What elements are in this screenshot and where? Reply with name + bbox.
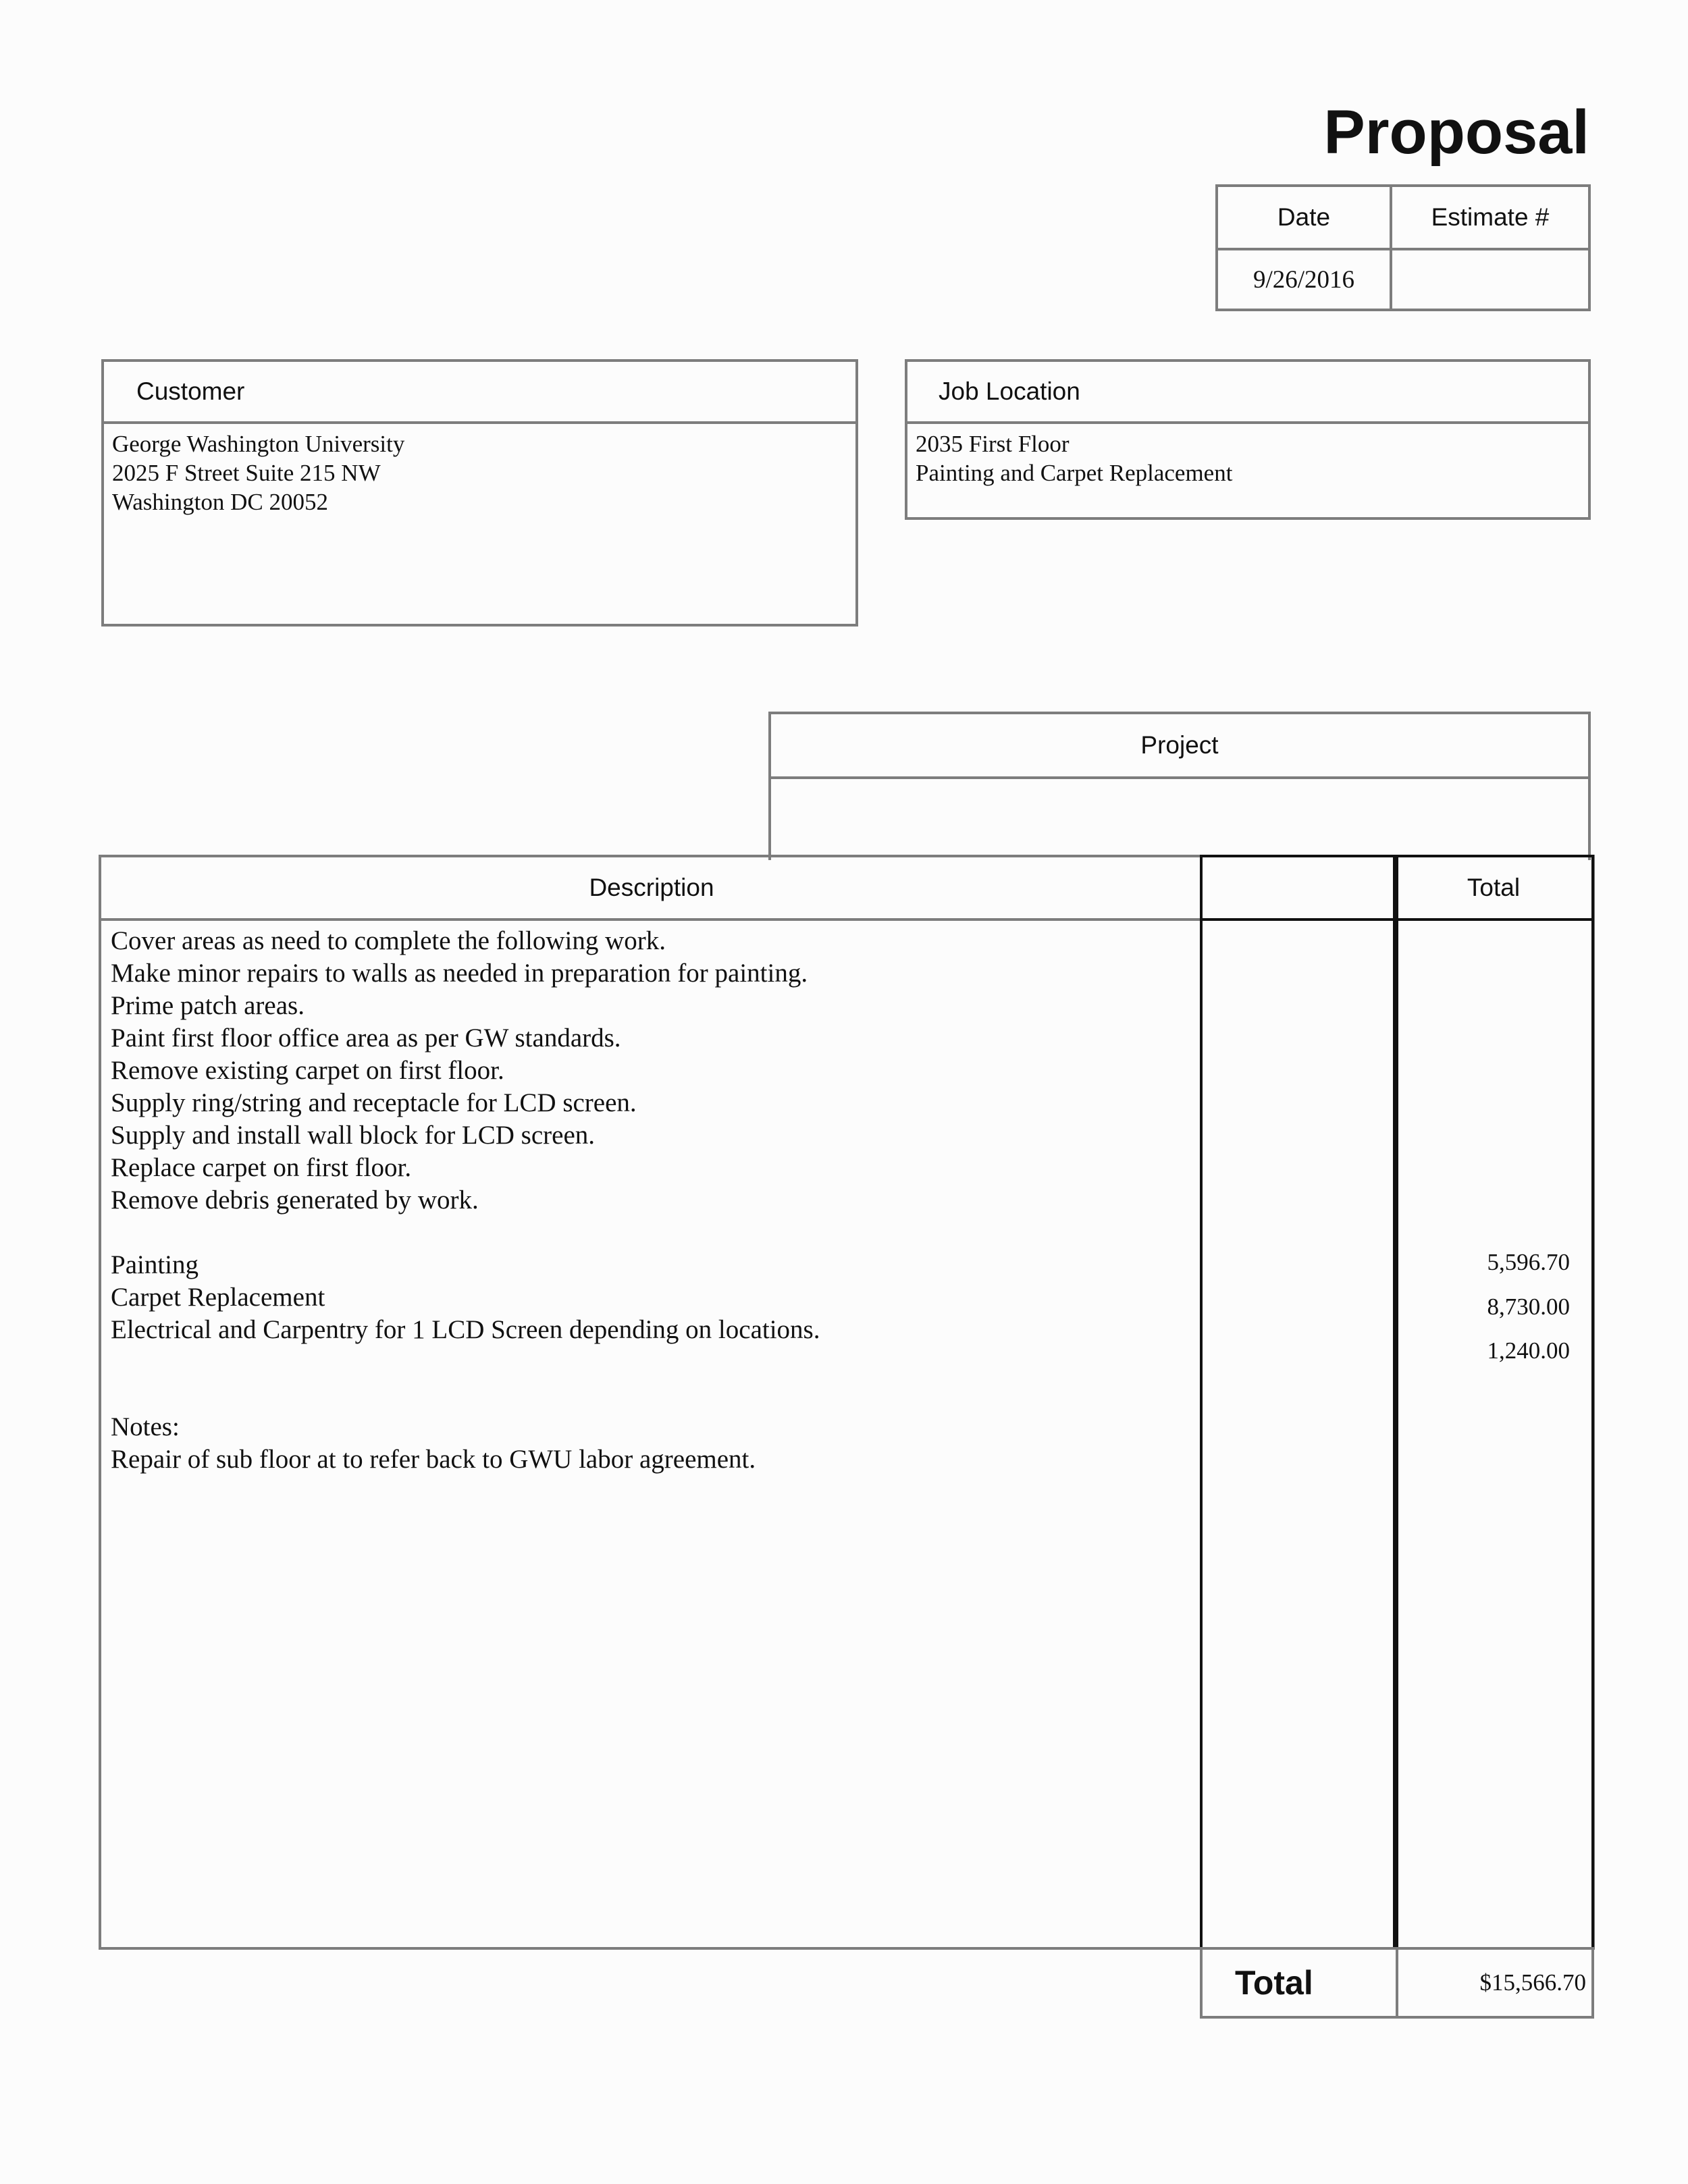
scope-line: Remove debris generated by work. — [111, 1186, 479, 1215]
item-description: Carpet Replacement — [111, 1283, 325, 1312]
divider — [1396, 918, 1591, 921]
customer-address — [112, 429, 404, 516]
job-location-line: 2035 First Floor — [916, 431, 1070, 457]
item-description: Painting — [111, 1250, 199, 1279]
scope-line: Replace carpet on first floor. — [111, 1153, 412, 1182]
notes-label: Notes: — [111, 1412, 180, 1441]
project-box — [768, 712, 1591, 860]
description-content — [111, 925, 820, 1476]
date-estimate-table — [1215, 184, 1591, 311]
customer-line: 2025 F Street Suite 215 NW — [112, 460, 381, 486]
scope-line: Prime patch areas. — [111, 991, 305, 1020]
item-description: Electrical and Carpentry for 1 LCD Screen depending on locations. — [111, 1315, 820, 1344]
scope-line: Make minor repairs to walls as needed in preparation for painting. — [111, 959, 808, 988]
item-amount: 1,240.00 — [1487, 1337, 1570, 1364]
divider — [1203, 918, 1396, 921]
description-header: Description — [589, 874, 714, 901]
item-amount: 5,596.70 — [1487, 1249, 1570, 1275]
customer-box — [101, 359, 858, 627]
total-header: Total — [1467, 874, 1521, 901]
middle-column — [1200, 855, 1398, 1950]
job-location-line: Painting and Carpet Replacement — [916, 460, 1233, 486]
date-header: Date — [1277, 203, 1331, 231]
scope-line: Supply and install wall block for LCD screen. — [111, 1121, 596, 1150]
job-location-details — [916, 429, 1232, 487]
grand-total-label: Total — [1235, 1964, 1313, 2002]
grand-total-row — [1200, 1947, 1594, 2019]
document-title: Proposal — [1323, 98, 1589, 167]
job-location-box — [905, 359, 1591, 520]
job-location-header: Job Location — [907, 362, 1588, 424]
notes-text: Repair of sub floor at to refer back to GWU labor agreement. — [111, 1445, 756, 1474]
scope-line: Supply ring/string and receptacle for LCD screen. — [111, 1088, 637, 1117]
total-column — [1393, 855, 1594, 1950]
customer-line: George Washington University — [112, 431, 405, 457]
divider — [1396, 1950, 1398, 2016]
estimate-header: Estimate # — [1431, 203, 1550, 231]
customer-header: Customer — [104, 362, 855, 424]
customer-line: Washington DC 20052 — [112, 489, 328, 515]
estimate-value — [1392, 250, 1588, 309]
grand-total-value: $15,566.70 — [1479, 1969, 1586, 1996]
scope-line: Remove existing carpet on first floor. — [111, 1056, 504, 1085]
scope-line: Paint first floor office area as per GW standards. — [111, 1023, 621, 1053]
item-amount: 8,730.00 — [1487, 1294, 1570, 1320]
project-header: Project — [771, 714, 1588, 779]
scope-line: Cover areas as need to complete the following work. — [111, 926, 666, 955]
date-value: 9/26/2016 — [1252, 265, 1355, 294]
divider — [101, 918, 1202, 921]
